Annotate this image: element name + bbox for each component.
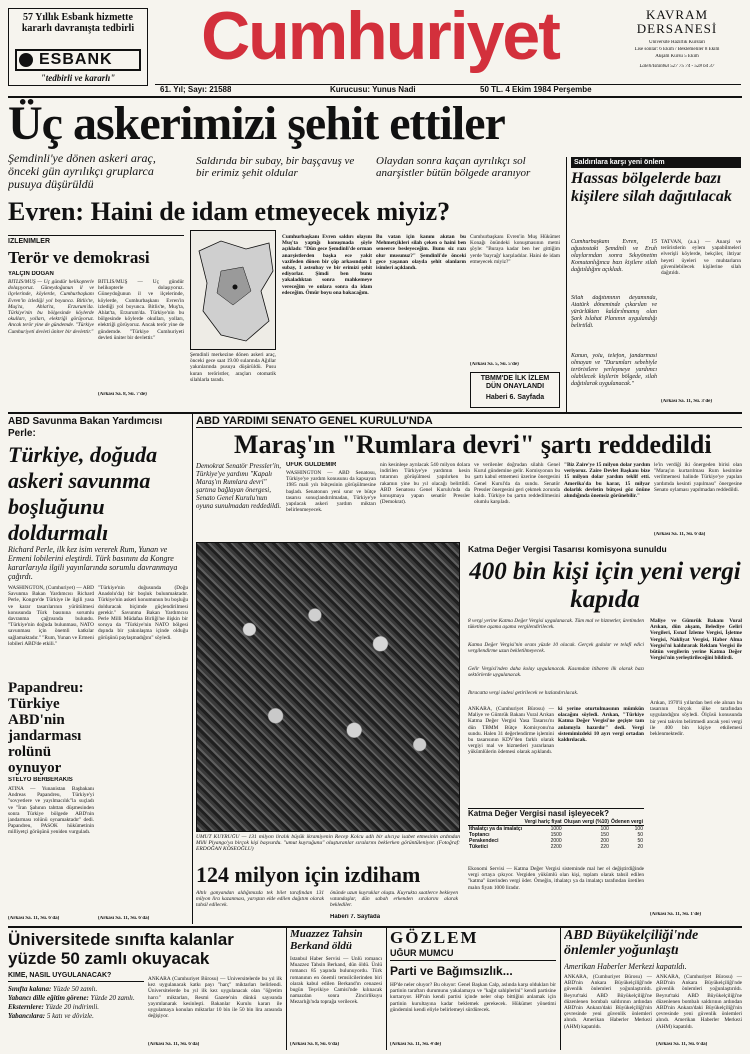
vat-bullet-1: 8 vergi yerine Katma Değer Vergisi uygulanacak. Tüm mal ve hizmetler, üretimden tüketime aşama aşama vergilendirilecek. xyxy=(468,618,644,631)
dershane-ad xyxy=(612,8,742,86)
vertical-rule-4 xyxy=(560,928,561,1050)
esbank-brand: ESBANK xyxy=(39,51,113,68)
left-col-section: İZLENİMLER xyxy=(8,238,50,245)
university-line1-value: Yüzde 50 zamlı. xyxy=(53,985,98,993)
lottery-queue-photo xyxy=(196,542,460,832)
senate-text-2: nin kesinleşe ayrılacak 540 milyon dolara indirilen Türkiye'ye yardımın kesin tutarının görüşülmesi yapılırken bu rakamın yine bu yıl olacağı belirtildi. ABD Senatosu Genel Kurulu'nda da konuşmaya yapan senatör Pressler (Demokrat). xyxy=(380,462,470,506)
senate-banner: ABD YARDIMI SENATO GENEL KURULU'NDA xyxy=(196,414,742,428)
university-source: (Arkası Sa. 11, Sü. 6'da) xyxy=(148,1042,200,1047)
kdv-table-cell: 1500 xyxy=(550,832,562,838)
lead-deck-2: Saldırıda bir subay, bir başçavuş ve bir erimiz şehit oldular xyxy=(196,155,355,179)
usa-defence-source: (Arkası Sa. 11, Sü. 6'da) xyxy=(98,916,150,921)
vertical-rule-1 xyxy=(192,414,193,924)
photo-headline: 124 milyon için izdiham xyxy=(196,862,421,887)
vat-bullet-2: Katma Değer Vergisi'nin oranı yüzde 10 olacak. Gerçek gıdalar ve telafi edici vergilendirme uzun bekletilmeyecek. xyxy=(468,642,644,655)
usa-defence-text-2: "Türkiye'nin doğusunda (Doğu Anadolu'da) bir boşluk bulunmaktadır. Türkiye'nin askeri konumunun bu boşluğu dolduracak biçimde güçlendirilmesi gerekir." Savunma Bakan Yardımcısı Perle Milli Müdafaa Birliği'ne ilişkin bir soruya da "Türkiye'nin NATO bölgesi dışında bir yakınlaşma içinde olduğu görüşünü paylaşmadığını" söyledi. xyxy=(98,585,188,641)
vat-text-4: Arıkan, 1970'li yıllardan beri ele alınan bu tasarının birçok ülke tarafından uygulandığını söyledi. Ölçüsü konusunda bir yeni takvim belirtmedi ancak yeni vergi ile 400 bin kişiye etkilemesi beklenmektedir. xyxy=(650,700,742,738)
left-col-text-2: BİTLİS/MUŞ — Üç gündür helikopterle dolaşıyoruz. Güneydoğunun il ve ilçelerinde, köylerde, Cumhurbaşkanı Evren'in izlediği yol boyunca. Bitlis'te, Muş'ta, Ahlat'ta, Erzurum'da. Türkiye'nin bu bölgesinde köylerde okulları, yolları, elektriği görüyoruz. Ancak terör yine de gündemde. "Türkiye Cumhuriyeti devleti üniter bir devlettir." xyxy=(98,279,184,341)
kdv-table-cell: Toptancı xyxy=(469,832,490,838)
gozlem-title: Parti ve Bağımsızlık... xyxy=(390,964,513,978)
lead-box xyxy=(470,372,560,408)
lead-text-2: Bu vatan için kanını akıtan bu Mehmetçikleri silah çeken o haini ben seneerce besleyeceğim. Bunu siz razı olur musunuz?" Şemdinli'de önceki gece yaşanan olayda şehit olanların isimleri açıklandı. xyxy=(376,234,466,272)
senate-column: UFUK GÜLDEMİR xyxy=(286,462,337,468)
lead-headline: Üç askerimizi şehit ettiler xyxy=(8,97,505,150)
dershane-line1: Üniversite Hazırlık Kursları xyxy=(648,40,706,45)
university-line2-label: Yabancı dille eğitim görene: xyxy=(8,994,89,1002)
embassy-text: ANKARA, (Cumhuriyet Bürosu) — ABD'nin Ankara Büyükelçiliği'nde güvenlik önlemleri yoğunlaştırıldı. Beyrut'taki ABD Büyükelçiliği'ne düzenlenen bombalı saldırının ardından ABD'nin Ankara'daki Büyükelçiliği'nin çevresinde yeni güvenlik önlemleri alındı. Amerikan Haberler Merkezi (AHM) kapatıldı. xyxy=(564,974,652,1030)
right-box-source: (Arkası Sa. 11, Sü. 3'de) xyxy=(661,399,712,404)
usa-defence-deck: Richard Perle, ilk kez isim vererek Rum, Yunan ve Ermeni lobilerini eleştirdi. Türk basınını da Kongre kararlarıyla ilgili yayınlarında sorumlu davranmaya çağırdı. xyxy=(8,545,178,581)
dershane-line4: Laleli/İstanbul 527 75 74 - 528 64 37 xyxy=(639,64,715,69)
kdv-table-box xyxy=(468,808,644,864)
kdv-table-cell: 2000 xyxy=(550,838,562,844)
issue-number: 61. Yıl; Sayı: 21588 xyxy=(160,85,232,94)
kdv-table-header-cell: Ödenen vergi xyxy=(611,819,643,825)
vat-text-1: ANKARA, (Cumhuriyet Bürosu) — Maliye ve Gümrük Bakanı Vural Arıkan Katma Değer Vergisi Yasa Tasarısı'nı dün TBMM Bütçe Komisyonu'na sundu. Halen 31 değerlendirme işlemini bu tasarısının KDV'den farklı olarak vergiyi mal ve hizmetleri yararlanan yükümlülerin ödemesi olarak açıklandı. xyxy=(468,706,554,756)
photo-text-1: Altılı ganyandan aldığımızda tek bilet tarafından 131 milyon lira kazanması, yarıştan elde edilen dağıtım olarak tahsil edilecek. xyxy=(196,890,324,909)
university-line4-label: Yabancılara: xyxy=(8,1012,46,1020)
right-box-text-1: Cumhurbaşkanı Evren, 15 ağustostaki Şemdinli ve Eruh olaylarından sonra Sıkıyönetim Komutanlığınca bazı kişilere silah dağıtıldığını açıkladı. xyxy=(571,239,657,273)
usa-defence-title: Türkiye, doğuda askeri savunma boşluğunu doldurmalı xyxy=(8,442,158,545)
kdv-table-title: Katma Değer Vergisi nasıl işleyecek? xyxy=(468,809,609,818)
gozlem-author: UĞUR MUMCU xyxy=(390,948,454,958)
right-box-text-2: Silah dağıtımının deyamında, Atatürk döneminde çıkarılan ve yürürlükten kaldırılmamış olan Şark Islahat Planının uygulandığı belirtildi. xyxy=(571,295,657,329)
kdv-table-cell: 1000 xyxy=(550,826,562,832)
kdv-table-text: Ekonomi Servisi — Katma Değer Vergisi sisteminde mal her el değiştirdiğinde vergi ortaya çıkıyor. Vergiden yükümlü olan kişi, toplam olarak tahsil edilen "katma" üzerinden vergi öder. Örneğin, ithalatçı ya da imalatçı tarafından üretilen malın fiyatı 1000 liradır. xyxy=(468,866,644,891)
kdv-table-cell: 20 xyxy=(637,844,643,850)
vat-source: (Arkası Sa. 11, Sü. 1'de) xyxy=(650,912,701,917)
region-map-graphic xyxy=(191,231,276,350)
left-col-author: YALÇIN DOĞAN xyxy=(8,271,54,277)
founder: Kurucusu: Yunus Nadi xyxy=(330,85,416,94)
university-text: ANKARA (Cumhuriyet Bürosu) — Üniversitelerde bu yıl ilk kez uygulanacak katkı payı "harç" miktarları belirlendi. Üniversitelerde bu yıl ilk kez uygulanacak olan "öğretim harcı" miktarları, Resmi Gazete'nin dünkü sayısında yayımlanarak kesinleşti. Bakanlar Kurulu kararı ile uygulamaya konulan miktarlar 10 bin ile 50 bin lira arasında değişiyor. xyxy=(148,976,282,1020)
kdv-table-row xyxy=(468,844,644,850)
lead-subhead: Evren: Haini de idam etmeyecek miyiz? xyxy=(8,197,451,226)
photo-caption: UMUT KUYRUĞU — 131 milyon liralık büyük ikramiyenin Recep Kolcu adlı bir alıcıya isabet etmesinin ardından Milli Piyango'ya birçok kişi başvurdu. "umut kuyruğunu" oluşturanlar sıralarını beklerken görüntüleniyor. (Fotoğraf: ERDOĞAN KÖSEOĞLU) xyxy=(196,834,460,853)
embassy-deck: Amerikan Haberler Merkezi kapatıldı. xyxy=(564,962,687,971)
left-col-rule xyxy=(8,235,184,236)
kdv-table xyxy=(468,819,644,850)
vat-kicker: Katma Değer Vergisi Tasarısı komisyona sunuldu xyxy=(468,544,667,554)
kdv-table-cell: 200 xyxy=(600,838,609,844)
university-line2-value: Yüzde 20 zamlı. xyxy=(90,994,135,1002)
lead-box-title: TBMM'DE İLK İZLEM DÜN ONAYLANDI xyxy=(480,375,550,390)
kdv-table-cell: 150 xyxy=(600,832,609,838)
lead-text-3: Cumhurbaşkanı Evren'in Muş Hükümet Konağı önündeki konuşmasının metni şöyle: "Buraya kadar ben her gittiğim yerde 'bayrağı' karşıladılar. Haini de idam etmeyecek miyiz?" xyxy=(470,234,560,265)
esbank-ad-text: 57 Yıllık Esbank hizmette kararlı davranışta tedbirli xyxy=(21,12,135,34)
senate-title: Maraş'ın "Rumlara devri" şartı reddedildi xyxy=(234,430,712,459)
kdv-table-cell: İthalatçı ya da imalatçı xyxy=(469,826,523,832)
muazzez-title: Muazzez Tahsin Berkand öldü xyxy=(290,928,363,952)
esbank-logo-icon xyxy=(19,53,33,67)
university-line3-value: Yüzde 20 indirimli. xyxy=(45,1003,100,1011)
senate-text-4: le'in verdiği iki önergeden birisi olan "Maraş'ın kurtarılması Rum kesimine verilmemesi halinde Türkiye'ye yapılan yardımda kesinti yapılması" önergesine Senato oylaması yapılmadan reddedildi. xyxy=(654,462,742,493)
right-box-text-3: Kanun, yolu, telefon, jandarmasi olmayan ve "Durumları sebebiyle teröristlere yerleşmeye yardımcı olabilecek kişilerin bölgede, silah dağıtılarak uygulanacak." xyxy=(571,353,657,387)
kdv-table-cell: 100 xyxy=(634,826,643,832)
lead-deck-3: Olaydan sonra kaçan ayrılıkçı sol anarşistler bütün bölgede aranıyor xyxy=(376,155,531,179)
photo-text-2: önünde uzun kuyruklar oluştu. Kuyrukta saatlerce bekleyen vatandaşlar, dün sabah erkenden sıralarını alarak beklediler. xyxy=(330,890,458,909)
kdv-table-cell: 50 xyxy=(637,832,643,838)
university-box-title: KİME, NASIL UYGULANACAK? xyxy=(8,972,144,982)
papandreu-author: STELYO BERBERAKİS xyxy=(8,777,73,783)
left-col-text: BİTLİS/MUŞ — Üç gündür helikopterle dolaşıyoruz. Güneydoğunun il ve ilçelerinde, köylerde, Cumhurbaşkanı Evren'in izlediği yol boyunca. Bitlis'te, Muş'ta, Ahlat'ta, Erzurum'da. Türkiye'nin bu bölgesinde köylerde okulları, yolları, elektriği görüyoruz. Ancak terör yine de gündemde. "Türkiye Cumhuriyeti devleti üniter bir devlettir." xyxy=(8,279,94,335)
senate-source: (Arkası Sa. 11, Sü. 6'da) xyxy=(654,532,706,537)
masthead-rule-top xyxy=(155,84,741,85)
left-col-source: (Arkası Sa. 8, Sü. 7'de) xyxy=(98,392,147,397)
papandreu-text: ATİNA — Yunanistan Başbakanı Andreas Papandreu, Türkiye'yi "sovyetlere ve yayılmacılık"la suçladı ve "İran Şahının tahttan düşmesinden sonra Türkiye bölgede ABD'nin jandarması rolünü oynamaktadır" dedi. Papandreu, PASOK hükümetinin milliyetçi görüşünü yeniden vurguladı. xyxy=(8,786,94,836)
vat-text-3: Maliye ve Gümrük Bakanı Vural Arıkan, dün akşam, Belediye Geliri Vergileri, Esnaf İzleme Vergisi, İşletme Vergisi, Nakliyat Vergisi, Haber Alma Vergisi'ni kaldırarak Reklam Vergisi ile bütün vergilerin yerine Katma Değer Vergisi'nin yerleştirileceğini bildirdi. xyxy=(650,618,742,662)
vertical-rule-3 xyxy=(386,928,387,1050)
dershane-line2: Lise sonlar: 6 Ekim / Beklemeliler 8 Ekim xyxy=(634,47,720,52)
senate-text-1: WASHINGTON — ABD Senatosu, Türkiye'ye yardım konusunu da kapsayan 1985 mali yılı bütçesinin görüşülmesine başladı. Senatonun yeni sınır ve bütçe tasarısı sonuçlandırılmadan, Türkiye'ye yapılacak askeri yardım miktarı belirlenmeyecek. xyxy=(286,470,376,514)
dershane-line3: Akşam Kursu 5 Ekim xyxy=(655,54,699,59)
newspaper-title: Cumhuriyet xyxy=(201,0,559,74)
senate-highlight: "Biz Zaire'ye 15 milyon dolar yardım veriyoruz. Zaire Devlet Başkanı bize 15 milyon dolar yardım teklif etti. Amerika'da bu karar, 15 milyar dolarlık devletin bütçesi göz önüne alındığında önemsiz görünebilir." xyxy=(564,462,650,500)
senate-deck: Demokrat Senatör Pressler'in, Türkiye'ye yardımı "Kapalı Maraş'ın Rumlara devri" şartına bağlayan önergesi, Senato Genel Kurulu'nun oyuna sunulmadan reddedildi. xyxy=(196,462,282,510)
right-box xyxy=(566,157,742,413)
embassy-source: (Arkası Sa. 11, Sü. 6'da) xyxy=(656,1042,708,1047)
vat-text-2: ki yerine oturtulmasının mümkün olacağını söyledi. Arıkan, "Türkiye Katma Değer Vergisi'ne geçişte tam anlamıyla hazırdır" dedi. Vergi sistemimizdeki 10 ayrı vergi ortadan kaldırılacak. xyxy=(558,706,644,744)
papandreu-source: (Arkası Sa. 11, Sü. 6'da) xyxy=(8,916,60,921)
gozlem-section: GÖZLEM xyxy=(390,928,479,947)
muazzez-source: (Arkası Sa. 8, Sü. 6'da) xyxy=(290,1042,340,1047)
vat-title: 400 bin kişi için yeni vergi kapıda xyxy=(469,558,741,613)
region-map xyxy=(190,230,276,350)
university-line4-value: 5 katı ve dövizle. xyxy=(46,1012,94,1020)
embassy-title: ABD Büyükelçiliği'nde önlemler yoğunlaştı xyxy=(564,928,699,958)
kdv-table-cell: 50 xyxy=(637,838,643,844)
usa-defence-text: WASHINGTON, (Cumhuriyet) — ABD Savunma Bakan Yardımcısı Richard Perle, Kongre'de Türkiye ile ilgili yasa ve karar tasarılarının yürütülmesi konusunda Türk basınına sorumlu davranma çağrısında bulundu. "Türkiye'nin doğuda bulunması, NATO savunması için önemli katkılar sağlamaktadır." "Rum, Yunan ve Ermeni lobileri ABD'de etkili." xyxy=(8,585,94,647)
esbank-slogan: "tedbirli ve kararlı" xyxy=(40,73,116,83)
papandreu-title: Papandreu: Türkiye ABD'nin jandarması rolünü oynuyor xyxy=(8,680,84,776)
lead-source: (Arkası Sa. 5, Sü. 5'de) xyxy=(470,362,519,367)
university-line3-label: Eksternlere: xyxy=(8,1003,44,1011)
dershane-name: KAVRAM DERSANESİ xyxy=(636,8,718,36)
embassy-text-2: ANKARA, (Cumhuriyet Bürosu) — ABD'nin Ankara Büyükelçiliği'nde güvenlik önlemleri yoğunlaştırıldı. Beyrut'taki ABD Büyükelçiliği'ne düzenlenen bombalı saldırının ardından ABD'nin Ankara'daki Büyükelçiliği'nin çevresinde yeni güvenlik önlemleri alındı. Amerikan Haberler Merkezi (AHM) kapatıldı. xyxy=(656,974,742,1030)
kdv-table-header-cell: Vergi hariç fiyat xyxy=(524,819,562,825)
kdv-table-cell: Tüketici xyxy=(469,844,488,850)
lead-deck-1: Şemdinli'ye dönen askeri araç, önceki gün ayrılıkçı gruplarca pusuya düşürüldü xyxy=(8,152,156,191)
gozlem-text: HP'de neler oluyor? Bu oluyor: Genel Başkan Calp, aslında karşı oldukları bir partinin taraftarı durumunu yakalamaya ve "kağıt sahiplerini" kendi partisine kurtarıyor. HP'nin kendi partisi içinde neler olup bittiğini anlamak için partinin kurultayına kadar beklemek gerekecek. Hükümet yönetimi gündemini kendi eliyle belirlemeyi sürdürecek. xyxy=(390,982,556,1013)
issue-date: 50 TL. 4 Ekim 1984 Perşembe xyxy=(480,85,592,94)
kdv-table-header-cell: Oluşan vergi (%10) xyxy=(563,819,609,825)
right-box-title: Hassas bölgelerde bazı kişilere silah dağıtılacak xyxy=(571,170,732,205)
muazzez-text: İstanbul Haber Servisi — Ünlü romancı Muazzez Tahsin Berkand, dün öldü. Ünlü romancı 85 yaşında bulunuyordu. Türk romanının en önemli temsilcilerinden biri olarak kabul edilen Berkand'ın cenazesi bugün Teşvikiye Camisi'nde kılınacak namazdan sonra Zincirlikuyu Mezarlığı'nda toprağa verilecek. xyxy=(290,956,382,1006)
photo-ref: Haberi 7. Sayfada xyxy=(330,914,381,920)
senate-text-3: ve verilenler doğrudan silahlı Genel Kurul gündemine gelir. Komisyonun bu şartı kabul etmemesi üzerine önergesini Genel Kurul'da da sundu. Senatör Pressler önergesini geri çekmek zorunda kaldı. Türkiye bu şartın reddedilmesini olumlu karşıladı. xyxy=(474,462,560,506)
vat-bullet-3: Gelir Vergisi'nden daha kolay uygulanacak. Kasımdan itibaren ilk olarak bazı sektörlerde uygulanacak. xyxy=(468,666,644,679)
esbank-ad xyxy=(8,8,148,86)
left-col-title: Terör ve demokrasi xyxy=(8,248,150,267)
university-line1-label: Sınıfta kalana: xyxy=(8,985,52,993)
right-box-kicker: Saldırılara karşı yeni önlem xyxy=(571,157,741,168)
kdv-table-cell: 100 xyxy=(600,826,609,832)
lead-text-1: Cumhurbaşkanı Evren saldırı olayını Muş'ta yaptığı konuşmada şöyle açıkladı: "Dün gece Şemdinli'de orman anarşistlerden başka ece yakit vazifeden dönen bir çöp arkasından 1 subay, 1 astsubay ve bir erimizi şehit ediyorlar. Şimdi ben bunu yakaladıktan sonra mahkemeye vereceğim ve onlara sonra da idam edeceğim. Ömür boyu ona bakacağım. xyxy=(282,234,372,296)
vertical-rule-2 xyxy=(286,928,287,1050)
right-box-dateline: TATVAN, (a.a.) — Anarşi ve teröristlerin eylem yapabilmeleri elverişli köylerde, bekçiler, ihtiyar heyeti üyeleri ve muhtarların güvenilebilecek kişilerine silah dağıtıldı. xyxy=(661,239,741,277)
kdv-table-cell: 2200 xyxy=(550,844,562,850)
gozlem-source: (Arkası Sa. 11, Sü. 4'de) xyxy=(390,1042,441,1047)
university-box xyxy=(8,972,144,1048)
vat-bullet-4: İhracatta vergi iadesi getirilecek ve hızlandırılacak. xyxy=(468,690,579,696)
kdv-table-cell: Perakendeci xyxy=(469,838,499,844)
kdv-table-cell: 220 xyxy=(600,844,609,850)
lead-box-ref: Haberi 6. Sayfada xyxy=(485,394,545,401)
gozlem-rule xyxy=(390,960,556,961)
university-title: Üniversitede sınıfta kalanlar yüzde 50 zamlı okuyacak xyxy=(8,930,234,968)
map-caption: Şemdinli merkezine dönen askeri araç, önceki gece saat 19.00 sularında Ağıllar yakınlarında pusuya düşürüldü. Pusu kuran teröristler, araçları otomatik silahlarla taradı. xyxy=(190,352,276,383)
usa-defence-kicker: ABD Savunma Bakan Yardımcısı Perle: xyxy=(8,416,163,439)
